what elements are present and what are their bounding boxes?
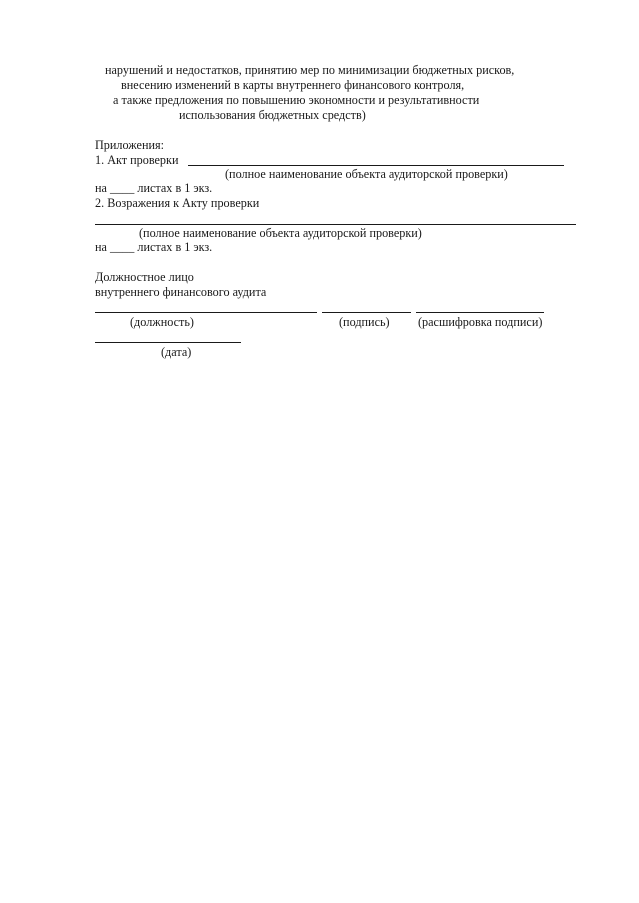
attachment-2-sheets: на ____ листах в 1 экз. [95, 240, 213, 254]
attachment-1-caption: (полное наименование объекта аудиторской проверки) [225, 167, 508, 181]
intro-line-3: а также предложения по повышению экономности и результативности [113, 93, 480, 107]
signature-line [322, 312, 411, 313]
signatory-role-line-1: Должностное лицо [95, 270, 194, 284]
attachment-1-label: 1. Акт проверки [95, 153, 179, 167]
position-line [95, 312, 317, 313]
attachment-1-fill-line [188, 165, 564, 166]
signature-decoding-caption: (расшифровка подписи) [418, 315, 543, 329]
intro-line-2: внесению изменений в карты внутреннего финансового контроля, [121, 78, 465, 92]
intro-line-4: использования бюджетных средств) [179, 108, 366, 122]
signatory-role-line-2: внутреннего финансового аудита [95, 285, 267, 299]
intro-line-1: нарушений и недостатков, принятию мер по минимизации бюджетных рисков, [105, 63, 515, 77]
attachment-2-fill-line [95, 224, 576, 225]
attachment-2-caption: (полное наименование объекта аудиторской проверки) [139, 226, 422, 240]
date-line [95, 342, 241, 343]
date-caption: (дата) [161, 345, 192, 359]
signature-decoding-line [416, 312, 544, 313]
attachments-heading: Приложения: [95, 138, 164, 152]
position-caption: (должность) [130, 315, 194, 329]
attachment-2-label: 2. Возражения к Акту проверки [95, 196, 260, 210]
signature-caption: (подпись) [339, 315, 390, 329]
attachment-1-sheets: на ____ листах в 1 экз. [95, 181, 213, 195]
